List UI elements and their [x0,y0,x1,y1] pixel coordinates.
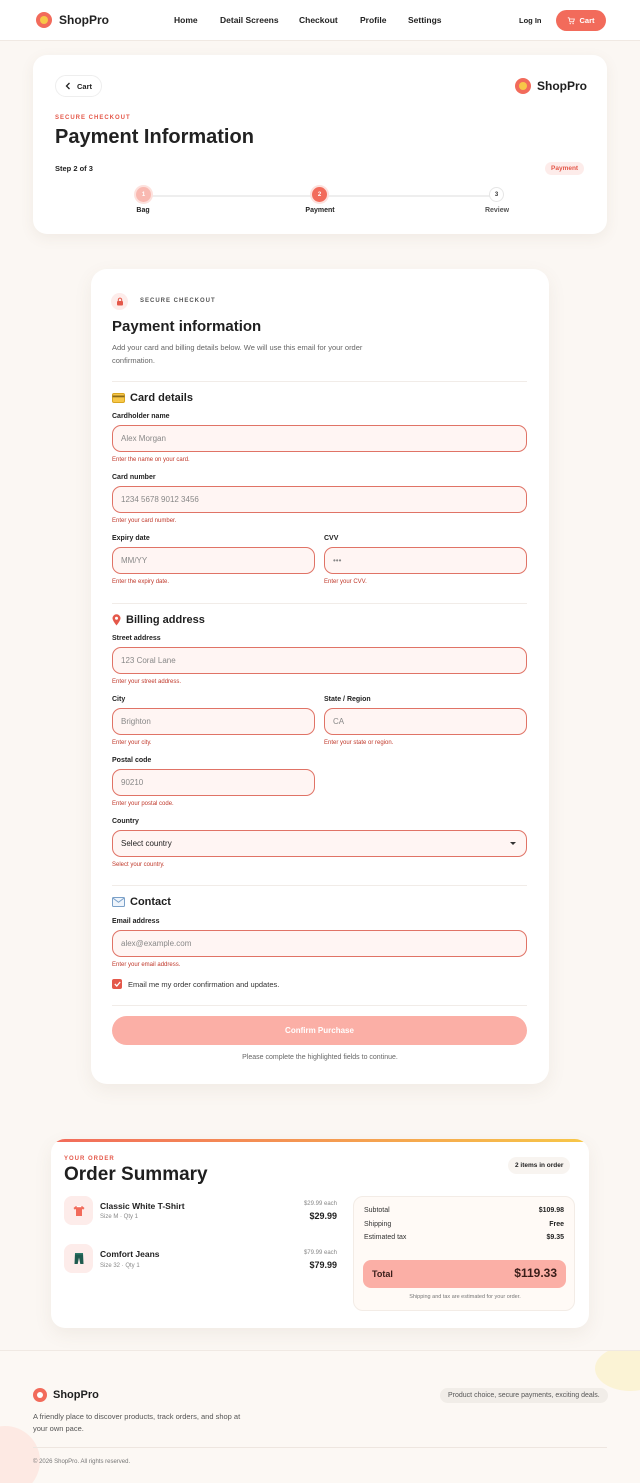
item-price: $29.99 [309,1211,337,1221]
form-description: Add your card and billing details below. We will use this email for your order confirmation. [112,343,363,365]
cardholder-error: Enter the name on your card. [112,457,190,463]
confirm-purchase-button[interactable]: Confirm Purchase [112,1016,527,1045]
cvv-input[interactable]: ••• [324,547,527,574]
form-note: Please complete the highlighted fields to continue. [242,1054,398,1061]
section-card-title: Card details [130,392,193,404]
divider [112,885,527,886]
shoppro-logo-icon [33,1388,47,1402]
postal-input[interactable]: 90210 [112,769,315,796]
cart-button-label: Cart [579,16,595,25]
street-input[interactable]: 123 Coral Lane [112,647,527,674]
decorative-glow [595,1350,640,1391]
card-number-error: Enter your card number. [112,518,177,524]
step-dot-payment: 2 [312,187,327,202]
item-unit-price: $79.99 each [303,1250,337,1256]
total-row [363,1260,566,1288]
postal-error: Enter your postal code. [112,801,174,807]
footer-pill: Product choice, secure payments, exciting deals. [440,1388,608,1403]
city-error: Enter your city. [112,740,152,746]
expiry-label: Expiry date [112,535,150,542]
back-to-cart-button[interactable] [55,75,102,97]
summary-eyebrow: YOUR ORDER [64,1156,115,1162]
step-label-review: Review [484,207,510,214]
back-button-label: Cart [76,81,92,91]
total-label: Total [372,1269,393,1279]
checkout-header-card [33,55,607,234]
subtotal-value: $109.98 [538,1207,564,1214]
cvv-label: CVV [324,535,339,542]
header-eyebrow: SECURE CHECKOUT [55,115,131,121]
chevron-down-icon [510,842,516,845]
cart-button[interactable] [556,10,606,31]
card-number-label: Card number [112,474,156,481]
divider [33,1447,607,1448]
section-billing-address [112,614,205,626]
shipping-label: Shipping [364,1221,392,1228]
divider [112,381,527,382]
order-summary-card [51,1139,589,1328]
email-error: Enter your email address. [112,962,181,968]
payment-form-card [91,269,549,1084]
street-label: Street address [112,635,161,642]
item-meta: Size M · Qty 1 [100,1214,139,1220]
section-contact-title: Contact [130,896,171,908]
pin-icon [112,614,121,626]
country-select[interactable] [112,830,527,857]
totals-panel [353,1196,575,1311]
header-brand: ShopPro [537,79,587,93]
divider [112,1005,527,1006]
nav-link-checkout[interactable]: Checkout [299,15,338,25]
page-title: Payment Information [55,126,254,148]
tax-value: $9.35 [546,1234,564,1241]
form-title: Payment information [112,318,262,335]
envelope-icon [112,897,125,907]
expiry-error: Enter the expiry date. [112,579,170,585]
nav-link-settings[interactable]: Settings [408,15,442,25]
credit-card-icon [112,393,125,403]
step-label-bag: Bag [136,207,150,214]
summary-accent-stripe [51,1139,589,1142]
item-unit-price: $29.99 each [303,1201,337,1207]
lock-icon [111,293,128,310]
nav-link-profile[interactable]: Profile [360,15,387,25]
item-meta: Size 32 · Qty 1 [100,1263,140,1269]
email-input[interactable]: alex@example.com [112,930,527,957]
step-indicator-text: Step 2 of 3 [55,164,93,173]
item-price: $79.99 [309,1260,337,1270]
country-label: Country [112,818,139,825]
subtotal-label: Subtotal [364,1207,390,1214]
city-input[interactable]: Brighton [112,708,315,735]
cvv-error: Enter your CVV. [324,579,367,585]
email-updates-checkbox[interactable] [112,979,122,989]
country-error: Select your country. [112,862,165,868]
step-badge: Payment [545,162,584,175]
state-error: Enter your state or region. [324,740,394,746]
cardholder-input[interactable]: Alex Morgan [112,425,527,452]
section-billing-title: Billing address [126,614,205,626]
total-value: $119.33 [514,1266,557,1280]
street-error: Enter your street address. [112,679,182,685]
section-card-details [112,392,193,404]
card-number-input[interactable]: 1234 5678 9012 3456 [112,486,527,513]
checkmark-icon [114,981,121,987]
footer-tagline: A friendly place to discover products, track orders, and shop at your own pace. [33,1412,241,1433]
expiry-input[interactable]: MM/YY [112,547,315,574]
copyright: © 2026 ShopPro. All rights reserved. [33,1459,131,1465]
shipping-value: Free [549,1221,564,1228]
nav-link-home[interactable]: Home [174,15,198,25]
summary-title: Order Summary [64,1164,208,1185]
step-label-payment: Payment [305,207,335,214]
email-label: Email address [112,918,160,925]
step-dot-bag: 1 [136,187,151,202]
country-select-value: Select country [121,839,172,848]
tshirt-icon [64,1196,93,1225]
step-dot-review: 3 [489,187,504,202]
nav-link-detail-screens[interactable]: Detail Screens [220,15,279,25]
item-name: Comfort Jeans [100,1249,160,1259]
cardholder-label: Cardholder name [112,413,170,420]
cart-icon [567,17,575,25]
top-nav [0,0,640,41]
state-input[interactable]: CA [324,708,527,735]
section-contact [112,896,171,908]
items-count-badge: 2 items in order [508,1157,570,1174]
email-updates-label[interactable]: Email me my order confirmation and updates. [128,980,280,989]
postal-label: Postal code [112,757,152,764]
footer [0,1350,640,1483]
footer-brand: ShopPro [53,1389,99,1401]
nav-brand[interactable]: ShopPro [59,13,109,27]
jeans-icon [64,1244,93,1273]
shoppro-logo-icon [515,78,531,94]
login-link[interactable]: Log In [519,16,542,25]
divider [112,603,527,604]
form-eyebrow: SECURE CHECKOUT [140,298,216,304]
item-name: Classic White T-Shirt [100,1201,185,1211]
shoppro-logo-icon[interactable] [36,12,52,28]
chevron-left-icon [65,82,71,90]
tax-label: Estimated tax [364,1234,407,1241]
totals-note: Shipping and tax are estimated for your order. [409,1294,521,1300]
city-label: City [112,696,126,703]
state-label: State / Region [324,696,371,703]
